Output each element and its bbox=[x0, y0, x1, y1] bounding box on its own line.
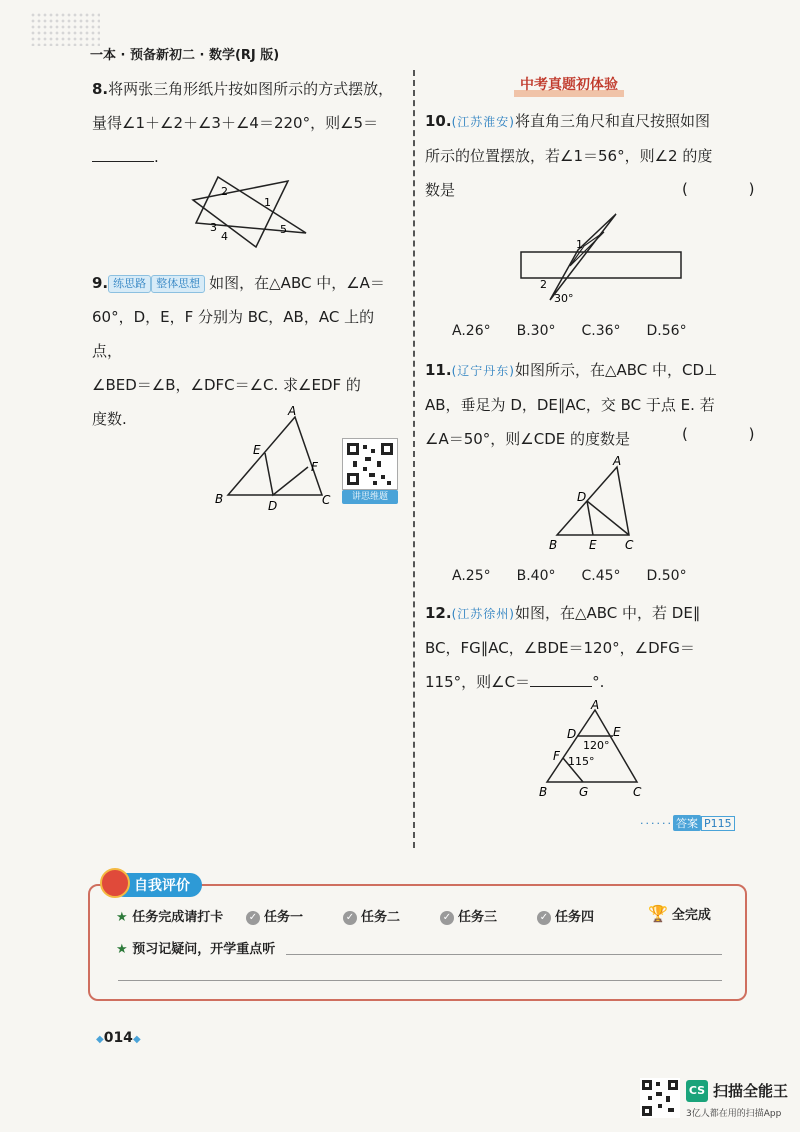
check-icon: ✓ bbox=[343, 911, 357, 925]
page-header: 一本 · 预备新初二 · 数学(RJ 版) bbox=[90, 48, 280, 63]
q10-label-1: 1 bbox=[576, 238, 583, 251]
task-complete-label: 全完成 bbox=[671, 908, 711, 923]
q8-answer-blank[interactable] bbox=[92, 161, 154, 162]
eval-row-checkin bbox=[116, 906, 223, 925]
q10-line1: 将直角三角尺和直尺按照如图 bbox=[514, 112, 710, 130]
q12-label-120: 120° bbox=[583, 739, 610, 752]
notes-line-2[interactable] bbox=[118, 980, 722, 981]
q9-segments-ed-df bbox=[265, 453, 308, 495]
q11-choice-b[interactable]: B.40° bbox=[516, 568, 556, 584]
q12-label-c: C bbox=[633, 785, 642, 799]
q11-label-a: A bbox=[613, 455, 622, 468]
q9-tip-chip: 练思路 bbox=[108, 275, 151, 293]
q12-label-a: A bbox=[591, 700, 600, 712]
q11-source: (辽宁丹东) bbox=[451, 364, 515, 378]
q12-line1: 如图，在△ABC 中，若 DE∥ bbox=[514, 604, 701, 622]
q12-label-g: G bbox=[579, 785, 589, 799]
task-complete[interactable] bbox=[648, 904, 711, 923]
task-3[interactable] bbox=[440, 906, 497, 925]
q11-segment-de bbox=[587, 501, 593, 535]
q9-qr-label: 讲思维题 bbox=[342, 490, 398, 504]
q8-label-3: 3 bbox=[210, 221, 217, 234]
task-3-label: 任务三 bbox=[458, 910, 498, 925]
check-icon: ✓ bbox=[440, 911, 454, 925]
q11-choice-a[interactable]: A.25° bbox=[452, 568, 491, 584]
q11-label-e: E bbox=[589, 538, 597, 552]
q8-label-1: 1 bbox=[264, 196, 271, 209]
q8-label-2: 2 bbox=[221, 185, 228, 198]
self-evaluation-title: 自我评价 bbox=[112, 873, 202, 897]
q12-label-d: D bbox=[567, 727, 577, 741]
q12-line2: BC，FG∥AC，∠BDE＝120°，∠DFG＝ bbox=[425, 639, 695, 657]
q11-figure bbox=[545, 455, 645, 555]
q11-label-b: B bbox=[549, 538, 558, 552]
q8-end: . bbox=[154, 148, 159, 166]
q10-choice-d[interactable]: D.56° bbox=[646, 323, 687, 339]
task-4[interactable] bbox=[537, 906, 594, 925]
answer-reference[interactable]: ······ 答案 P115 bbox=[640, 815, 735, 831]
q12-line3a: 115°，则∠C＝ bbox=[425, 673, 531, 691]
q9-figure bbox=[210, 405, 335, 515]
q9-label-c: C bbox=[322, 493, 331, 507]
q8-number: 8. bbox=[92, 80, 109, 98]
q10-choice-b[interactable]: B.30° bbox=[516, 323, 556, 339]
q10-choices bbox=[452, 323, 713, 339]
q11-choices bbox=[452, 568, 713, 584]
q12-line3b: °. bbox=[592, 673, 605, 691]
q12-label-e: E bbox=[613, 725, 621, 739]
task-2-label: 任务二 bbox=[361, 910, 401, 925]
q9-label-b: B bbox=[215, 492, 224, 506]
q11-line1: 如图所示，在△ABC 中，CD⊥ bbox=[514, 361, 718, 379]
q11-choice-d[interactable]: D.50° bbox=[646, 568, 687, 584]
task-1[interactable] bbox=[246, 906, 303, 925]
page-number-text: 014 bbox=[103, 1030, 133, 1046]
answer-label: 答案 bbox=[673, 815, 701, 831]
q11-choice-c[interactable]: C.45° bbox=[581, 568, 621, 584]
q12-label-b: B bbox=[539, 785, 548, 799]
answer-page: P115 bbox=[701, 816, 735, 831]
q10-line2: 所示的位置摆放，若∠1＝56°，则∠2 的度 bbox=[425, 147, 713, 165]
q9-line3: ∠BED＝∠B，∠DFC＝∠C. 求∠EDF 的 bbox=[92, 376, 361, 394]
scanner-tagline: 3亿人都在用的扫描App bbox=[686, 1109, 782, 1119]
q12-label-115: 115° bbox=[568, 755, 595, 768]
check-icon: ✓ bbox=[537, 911, 551, 925]
q9-label-f: F bbox=[311, 460, 318, 474]
task-1-label: 任务一 bbox=[264, 910, 304, 925]
scanner-app-name: 扫描全能王 bbox=[713, 1082, 789, 1100]
q12-number: 12. bbox=[425, 604, 452, 622]
q10-number: 10. bbox=[425, 112, 452, 130]
q10-choice-c[interactable]: C.36° bbox=[581, 323, 621, 339]
q10-set-square bbox=[550, 214, 616, 300]
q12-figure bbox=[535, 700, 650, 800]
q11-triangle-abc bbox=[557, 467, 629, 535]
q10-source: (江苏淮安) bbox=[451, 115, 515, 129]
scanner-qr-icon bbox=[640, 1078, 680, 1118]
notes-line-1[interactable] bbox=[286, 954, 722, 955]
task-4-label: 任务四 bbox=[555, 910, 595, 925]
q9-label-e: E bbox=[253, 443, 261, 457]
q10-line3: 数是 bbox=[425, 181, 456, 199]
q10-answer-paren[interactable]: ( ) bbox=[682, 180, 783, 198]
q11-answer-paren[interactable]: ( ) bbox=[682, 425, 783, 443]
eval-row2-label: 预习记疑问，开学重点听 bbox=[132, 942, 276, 957]
q11-line3: ∠A＝50°，则∠CDE 的度数是 bbox=[425, 430, 631, 448]
badge-icon bbox=[100, 868, 130, 898]
q11-label-d: D bbox=[577, 490, 587, 504]
check-icon: ✓ bbox=[246, 911, 260, 925]
q9-line4: 度数. bbox=[92, 410, 127, 428]
q12-label-f: F bbox=[553, 749, 560, 763]
q8-figure bbox=[188, 175, 318, 255]
q8-line1: 将两张三角形纸片按如图所示的方式摆放， bbox=[108, 80, 394, 98]
q11-number: 11. bbox=[425, 361, 452, 379]
q9-qr-code[interactable] bbox=[342, 438, 398, 490]
q9-method-chip: 整体思想 bbox=[151, 275, 205, 293]
q9-triangle-abc bbox=[228, 417, 322, 495]
q8-line2: 量得∠1＋∠2＋∠3＋∠4＝220°，则∠5＝ bbox=[92, 114, 379, 132]
q12-source: (江苏徐州) bbox=[451, 607, 515, 621]
q10-choice-a[interactable]: A.26° bbox=[452, 323, 491, 339]
q10-label-30deg: 30° bbox=[554, 292, 574, 305]
q11-segment-cd bbox=[587, 501, 629, 535]
task-2[interactable] bbox=[343, 906, 400, 925]
question-12 bbox=[425, 596, 755, 699]
qr-pattern bbox=[343, 439, 397, 489]
column-divider bbox=[413, 70, 415, 848]
question-8 bbox=[92, 72, 402, 174]
q9-line2: 60°，D，E，F 分别为 BC，AB，AC 上的点， bbox=[92, 308, 375, 360]
q11-line2: AB，垂足为 D，DE∥AC，交 BC 于点 E. 若 bbox=[425, 396, 715, 414]
star-icon: ★ bbox=[116, 910, 128, 925]
q10-ruler bbox=[521, 252, 681, 278]
page-number: ◆014◆ bbox=[96, 1030, 141, 1046]
q12-answer-blank[interactable] bbox=[530, 686, 592, 687]
trophy-icon: 🏆 bbox=[648, 904, 668, 923]
q8-label-4: 4 bbox=[221, 230, 228, 243]
q11-label-c: C bbox=[625, 538, 634, 552]
q9-label-d: D bbox=[268, 499, 278, 513]
q10-figure bbox=[518, 210, 688, 310]
q8-triangle-2 bbox=[193, 181, 288, 247]
q10-label-2: 2 bbox=[540, 278, 547, 291]
q9-line1: 如图，在△ABC 中，∠A＝ bbox=[209, 274, 385, 292]
decorative-dots bbox=[30, 12, 100, 46]
q9-label-a: A bbox=[288, 405, 297, 418]
eval-row1-label: 任务完成请打卡 bbox=[132, 910, 224, 925]
star-icon: ★ bbox=[116, 942, 128, 957]
q8-label-5: 5 bbox=[280, 223, 287, 236]
section-title: 中考真题初体验 bbox=[520, 74, 618, 94]
scanner-logo: CS bbox=[686, 1080, 708, 1102]
eval-row-questions bbox=[116, 938, 275, 957]
q9-number: 9. bbox=[92, 274, 109, 292]
